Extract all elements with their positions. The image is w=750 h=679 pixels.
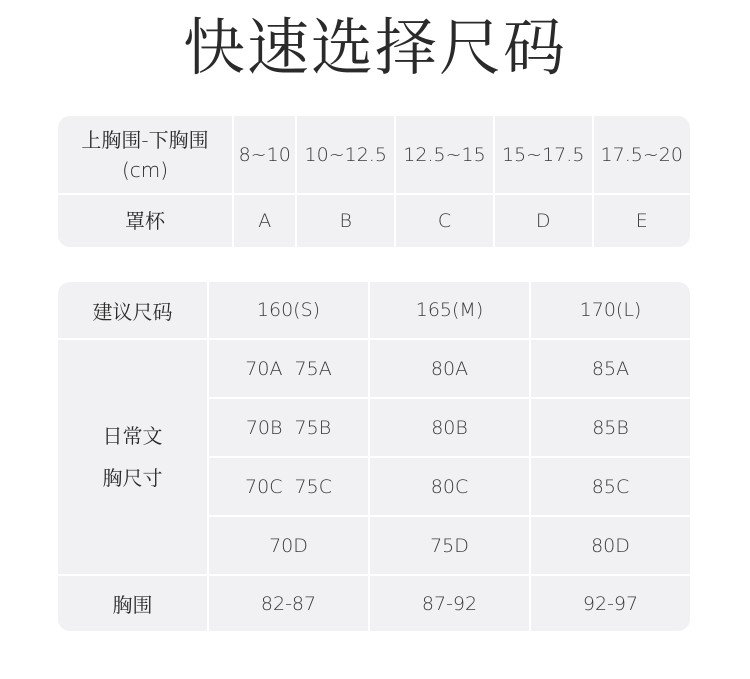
chest-header: 胸围 xyxy=(58,576,209,631)
bra-size-cell: 70C 75C xyxy=(209,458,370,517)
chest-cell: 87-92 xyxy=(370,576,531,631)
page-title: 快速选择尺码 xyxy=(182,11,567,84)
size-cell: 170(L) xyxy=(531,282,690,340)
range-cell: 15~17.5 xyxy=(495,116,594,195)
bra-size-cell: 75D xyxy=(370,517,531,576)
bra-size-cell: 70B 75B xyxy=(209,399,370,458)
cup-cell: E xyxy=(594,195,690,247)
chest-cell: 92-97 xyxy=(531,576,690,631)
range-cell: 12.5~15 xyxy=(396,116,495,195)
table-row xyxy=(58,282,690,340)
bra-size-cell: 70D xyxy=(209,517,370,576)
unit-label: (cm) xyxy=(121,157,169,182)
table-row xyxy=(58,116,690,195)
bra-size-cell: 80C xyxy=(370,458,531,517)
bra-size-cell: 85C xyxy=(531,458,690,517)
range-cell: 10~12.5 xyxy=(297,116,396,195)
recommended-size-table xyxy=(58,282,690,631)
bust-difference-label: 上胸围-下胸围 xyxy=(81,127,209,152)
cup-cell: C xyxy=(396,195,495,247)
table-row xyxy=(58,340,690,399)
bra-size-cell: 70A 75A xyxy=(209,340,370,399)
bra-size-cell: 85A xyxy=(531,340,690,399)
size-cell: 160(S) xyxy=(209,282,370,340)
cup-size-table xyxy=(58,116,690,247)
size-header: 建议尺码 xyxy=(58,282,209,340)
cup-header: 罩杯 xyxy=(58,195,234,247)
range-cell: 17.5~20 xyxy=(594,116,690,195)
cup-cell: B xyxy=(297,195,396,247)
bust-difference-header xyxy=(58,116,234,195)
chest-cell: 82-87 xyxy=(209,576,370,631)
cup-cell: A xyxy=(234,195,297,247)
bra-size-cell: 80B xyxy=(370,399,531,458)
bra-size-cell: 85B xyxy=(531,399,690,458)
group-label-line1: 日常文 xyxy=(102,424,163,448)
size-cell: 165(M) xyxy=(370,282,531,340)
everyday-bra-size-header xyxy=(58,340,209,576)
group-label-line2: 胸尺寸 xyxy=(102,466,163,490)
table-row xyxy=(58,576,690,631)
range-cell: 8~10 xyxy=(234,116,297,195)
cup-cell: D xyxy=(495,195,594,247)
bra-size-cell: 80A xyxy=(370,340,531,399)
bra-size-cell: 80D xyxy=(531,517,690,576)
table-row xyxy=(58,195,690,247)
